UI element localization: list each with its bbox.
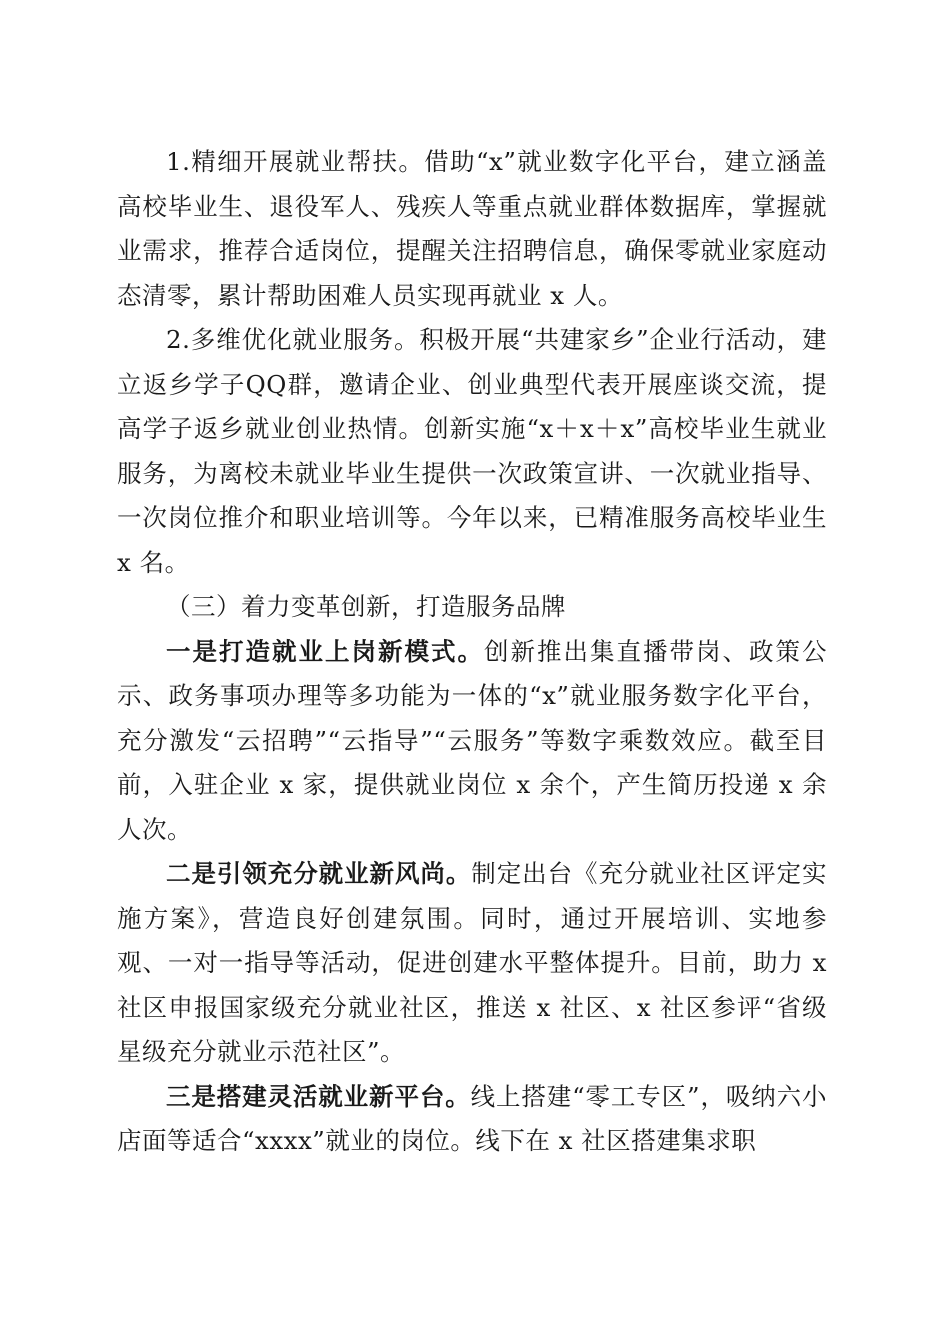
heading-text: （三）着力变革创新，打造服务品牌 bbox=[166, 592, 566, 621]
paragraph-new-trend bbox=[117, 852, 827, 1075]
paragraph-new-platform bbox=[117, 1075, 827, 1164]
paragraph-new-model bbox=[117, 630, 827, 853]
paragraph-text: 制定出台《充分就业社区评定实施方案》，营造良好创建氛围。同时，通过开展培训、实地参观、一对一指导等活动，促进创建水平整体提升。目前，助力 x 社区申报国家级充分就业社区，推送 x 社区、x 社区参评“省级星级充分就业示范社区”。 bbox=[117, 859, 827, 1066]
section-heading bbox=[117, 585, 827, 630]
paragraph-employment-assistance bbox=[117, 140, 827, 318]
paragraph-lead: 二是引领充分就业新风尚。 bbox=[166, 859, 472, 888]
paragraph-text: 线上搭建“零工专区”，吸纳六小店面等适合“xxxx”就业的岗位。线下在 x 社区搭建集求职 bbox=[117, 1081, 827, 1155]
paragraph-lead: 三是搭建灵活就业新平台。 bbox=[166, 1081, 471, 1111]
paragraph-text: 2.多维优化就业服务。积极开展“共建家乡”企业行活动，建立返乡学子QQ群，邀请企业、创业典型代表开展座谈交流，提高学子返乡就业创业热情。创新实施“x＋x＋x”高校毕业生就业服务，为离校未就业毕业生提供一次政策宣讲、一次就业指导、一次岗位推介和职业培训等。今年以来，已精准服务高校毕业生 x 名。 bbox=[117, 325, 827, 577]
paragraph-lead: 一是打造就业上岗新模式。 bbox=[166, 636, 484, 666]
paragraph-text: 1.精细开展就业帮扶。借助“x”就业数字化平台，建立涵盖高校毕业生、退役军人、残疾人等重点就业群体数据库，掌握就业需求，推荐合适岗位，提醒关注招聘信息，确保零就业家庭动态清零，累计帮助困难人员实现再就业 x 人。 bbox=[117, 147, 827, 310]
document-body bbox=[117, 140, 827, 1164]
paragraph-text: 创新推出集直播带岗、政策公示、政务事项办理等多功能为一体的“x”就业服务数字化平台，充分激发“云招聘”“云指导”“云服务”等数字乘数效应。截至目前，入驻企业 x 家，提供就业岗位 x 余个，产生简历投递 x 余人次。 bbox=[117, 636, 827, 844]
paragraph-employment-services bbox=[117, 318, 827, 585]
